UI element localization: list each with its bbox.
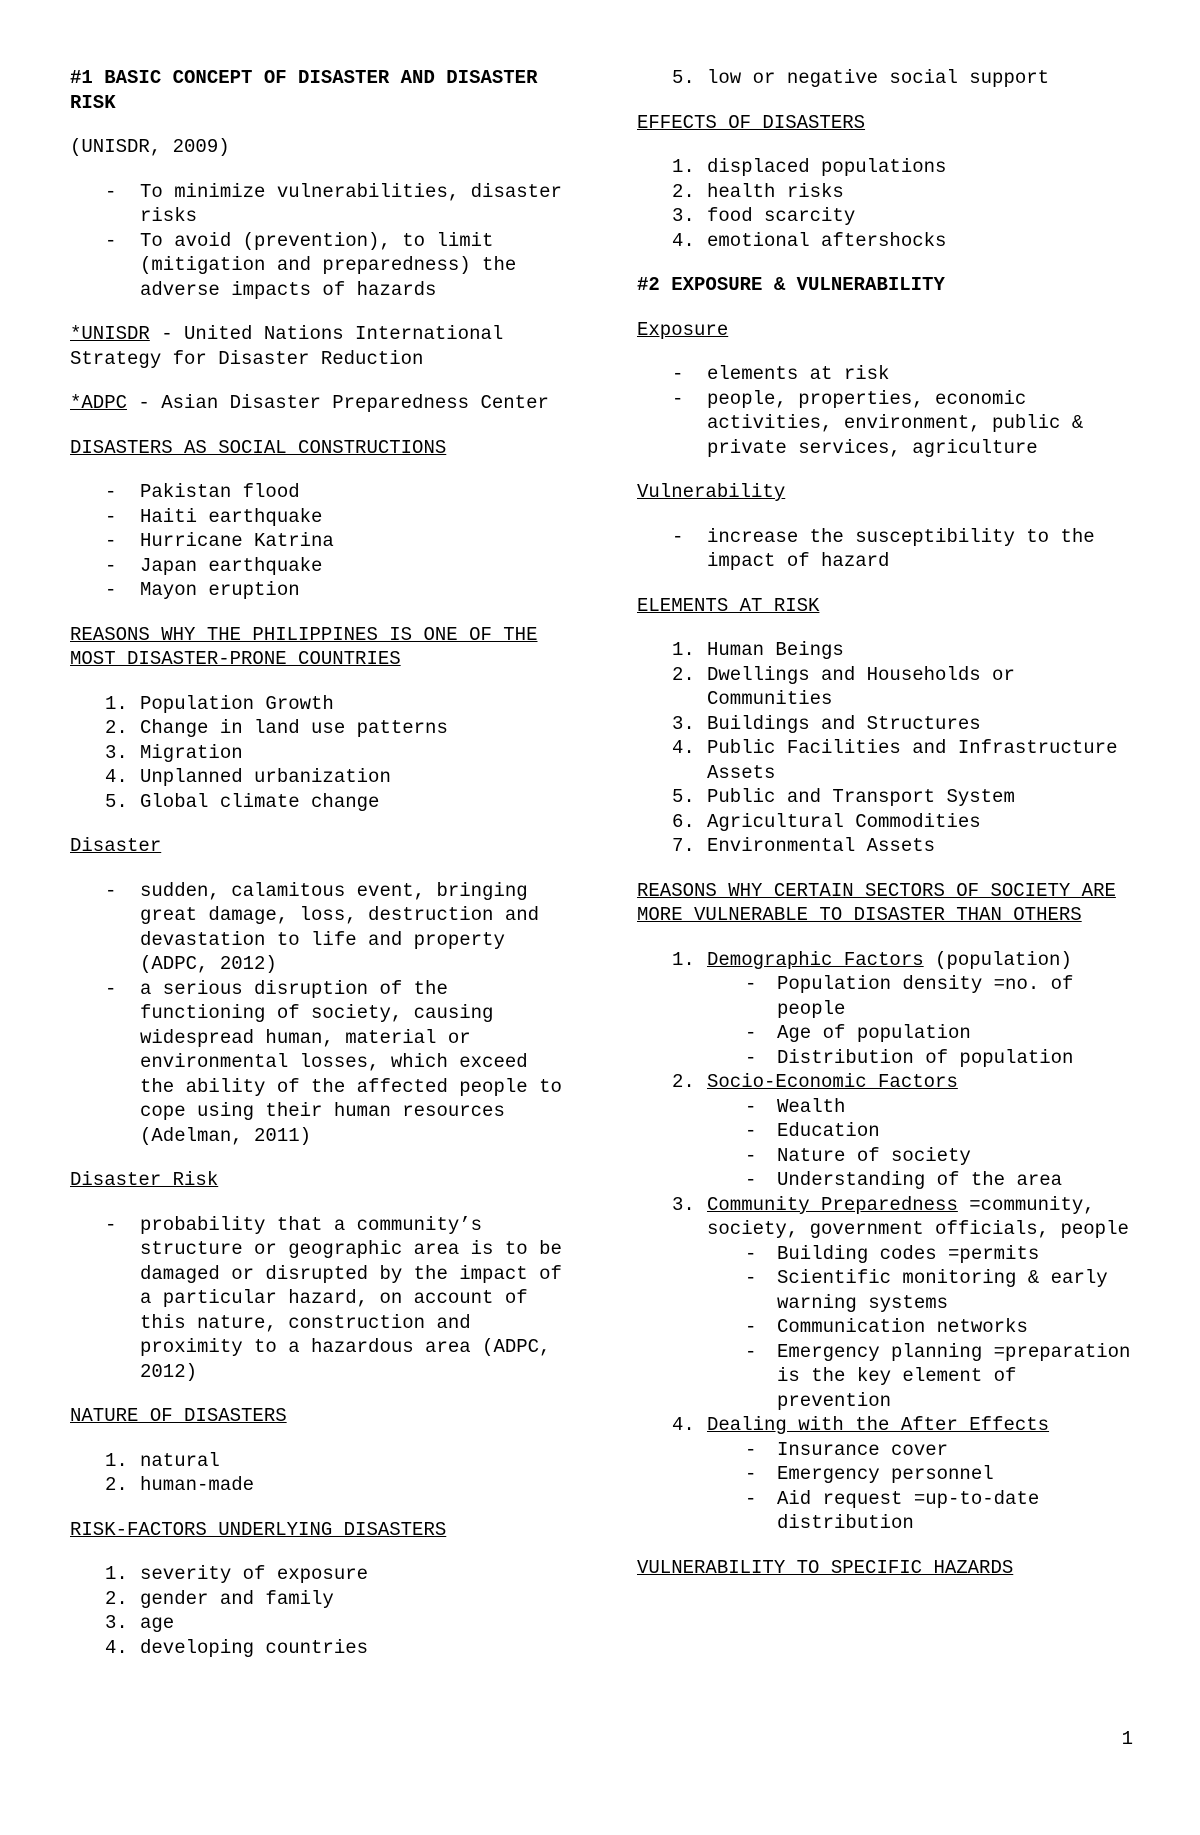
list-item: 3. food scarcity: [672, 205, 856, 227]
list-item: 2. human-made: [105, 1474, 255, 1496]
list-item: - Japan earthquake: [70, 554, 570, 579]
list-item: 1. severity of exposure: [105, 1563, 369, 1585]
risk-factors-list-continued: [637, 66, 1137, 91]
heading-disaster: Disaster: [70, 835, 162, 857]
disaster-definitions: [70, 879, 570, 1149]
adpc-text: - Asian Disaster Preparedness Center: [127, 392, 549, 414]
list-item: 2. Dwellings and Households or Communities: [672, 663, 1015, 710]
list-item: 4. developing countries: [105, 1636, 369, 1659]
heading-elements-at-risk: ELEMENTS AT RISK: [637, 594, 820, 617]
heading-vulnerability: Vulnerability: [637, 481, 786, 503]
list-item: 4. Dealing with the After Effects - Insurance cover - Emergency personnel - Aid request =up-to-date distribution: [637, 1413, 1137, 1536]
list-item: - To avoid (prevention), to limit (mitigation and preparedness) the adverse impacts of hazards: [70, 229, 570, 303]
list-item: - Haiti earthquake: [70, 505, 570, 530]
sub-list: [707, 1438, 1137, 1536]
heading-specific-hazards: VULNERABILITY TO SPECIFIC HAZARDS: [637, 1556, 1014, 1579]
list-item: - Distribution of population: [707, 1046, 1137, 1071]
goals-list: [70, 180, 570, 303]
heading-risk-factors: RISK-FACTORS UNDERLYING DISASTERS: [70, 1518, 447, 1541]
right-column: [637, 66, 1137, 1600]
list-item: 4. emotional aftershocks: [672, 229, 947, 252]
unisdr-abbr: *UNISDR: [70, 323, 150, 345]
list-item: - Education: [707, 1119, 1137, 1144]
list-item: - Wealth: [707, 1095, 1137, 1120]
list-item: 5. low or negative social support: [672, 67, 1050, 89]
list-item: 3. Community Preparedness =community, society, government officials, people - Building codes =permits - Scientific monitoring & early warning systems - Communication networks - Emergency planning =preparation is the key element of prevention: [637, 1193, 1137, 1414]
list-item: - Age of population: [707, 1021, 1137, 1046]
nature-list: [70, 1449, 570, 1498]
list-item: 3. Buildings and Structures: [672, 712, 981, 735]
effects-list: [637, 155, 1137, 253]
left-column: [70, 66, 570, 1680]
section-title-1: #1 BASIC CONCEPT OF DISASTER AND DISASTER RISK: [70, 67, 538, 114]
list-item: 1. natural: [105, 1449, 220, 1472]
vulnerable-sectors-list: [637, 948, 1137, 1536]
list-item: - Aid request =up-to-date distribution: [707, 1487, 1137, 1536]
sub-list: [707, 1095, 1137, 1193]
adpc-abbr: *ADPC: [70, 392, 128, 414]
list-item: - a serious disruption of the functioning of society, causing widespread human, material or environmental losses, which exceed the ability of the affected people to cope using their human resources (Adelman, 2011): [70, 977, 570, 1149]
list-item: - Population density =no. of people: [707, 972, 1137, 1021]
unisdr-text: - United Nations International Strategy for Disaster Reduction: [70, 323, 504, 370]
list-item: 4. Unplanned urbanization: [105, 766, 391, 788]
list-item: 1. displaced populations: [672, 156, 947, 178]
disaster-risk-definitions: [70, 1213, 570, 1385]
list-item: - To minimize vulnerabilities, disaster risks: [70, 180, 570, 229]
list-item: 7. Environmental Assets: [672, 835, 936, 857]
elements-at-risk-list: [637, 638, 1137, 859]
unisdr-definition: [70, 322, 570, 371]
philippines-reasons-list: [70, 692, 570, 815]
list-item: - Hurricane Katrina: [70, 529, 570, 554]
list-item: - Emergency personnel: [707, 1462, 1137, 1487]
heading-social-constructions: DISASTERS AS SOCIAL CONSTRUCTIONS: [70, 436, 447, 459]
heading-exposure: Exposure: [637, 318, 729, 341]
list-item: - Communication networks: [707, 1315, 1137, 1340]
risk-factors-list: [70, 1562, 570, 1660]
social-constructions-list: [70, 480, 570, 603]
section-title-2: #2 EXPOSURE & VULNERABILITY: [637, 274, 945, 296]
list-item: - Pakistan flood: [70, 480, 570, 505]
heading-vulnerable-sectors: REASONS WHY CERTAIN SECTORS OF SOCIETY ARE MORE VULNERABLE TO DISASTER THAN OTHERS: [637, 879, 1116, 926]
list-item: - Emergency planning =preparation is the key element of prevention: [707, 1340, 1137, 1414]
list-item: - elements at risk: [637, 362, 1137, 387]
list-item: 2. Change in land use patterns: [105, 717, 448, 739]
page-number: 1: [1121, 1728, 1133, 1750]
list-item: 6. Agricultural Commodities: [672, 810, 981, 833]
list-item: 4. Public Facilities and Infrastructure Assets: [672, 737, 1118, 784]
heading-disaster-risk: Disaster Risk: [70, 1169, 219, 1191]
list-item: - Insurance cover: [707, 1438, 1137, 1463]
list-item: - Nature of society: [707, 1144, 1137, 1169]
list-item: 2. Socio-Economic Factors - Wealth - Education - Nature of society - Understanding of the area: [637, 1070, 1137, 1193]
heading-philippines-reasons: REASONS WHY THE PHILIPPINES IS ONE OF THE MOST DISASTER-PRONE COUNTRIES: [70, 623, 538, 670]
source-citation: (UNISDR, 2009): [70, 136, 230, 158]
list-item: 3. Migration: [105, 741, 243, 764]
list-item: 2. health risks: [672, 180, 844, 203]
exposure-list: [637, 362, 1137, 460]
adpc-definition: [70, 391, 570, 416]
sub-list: [707, 972, 1137, 1070]
heading-nature-of-disasters: NATURE OF DISASTERS: [70, 1405, 287, 1427]
list-item: - probability that a community’s structure or geographic area is to be damaged or disrupted by the impact of a particular hazard, on account of this nature, construction and proximity to a hazardous area (ADPC, 2012): [70, 1213, 570, 1385]
list-item: 1. Human Beings: [672, 639, 844, 661]
list-item: 5. Public and Transport System: [672, 786, 1015, 808]
list-item: - Understanding of the area: [707, 1168, 1137, 1193]
list-item: 1. Demographic Factors (population) - Population density =no. of people - Age of population - Distribution of population: [637, 948, 1137, 1071]
list-item: 1. Population Growth: [105, 692, 334, 715]
list-item: - increase the susceptibility to the impact of hazard: [637, 525, 1137, 574]
list-item: - Scientific monitoring & early warning systems: [707, 1266, 1137, 1315]
list-item: - sudden, calamitous event, bringing great damage, loss, destruction and devastation to life and property (ADPC, 2012): [70, 879, 570, 977]
list-item: - Building codes =permits: [707, 1242, 1137, 1267]
vulnerability-list: [637, 525, 1137, 574]
list-item: - Mayon eruption: [70, 578, 570, 603]
list-item: 3. age: [105, 1612, 175, 1634]
list-item: - people, properties, economic activities, environment, public & private services, agriculture: [637, 387, 1137, 461]
sub-list: [707, 1242, 1137, 1414]
list-item: 5. Global climate change: [105, 790, 380, 813]
heading-effects: EFFECTS OF DISASTERS: [637, 111, 866, 134]
list-item: 2. gender and family: [105, 1587, 334, 1610]
